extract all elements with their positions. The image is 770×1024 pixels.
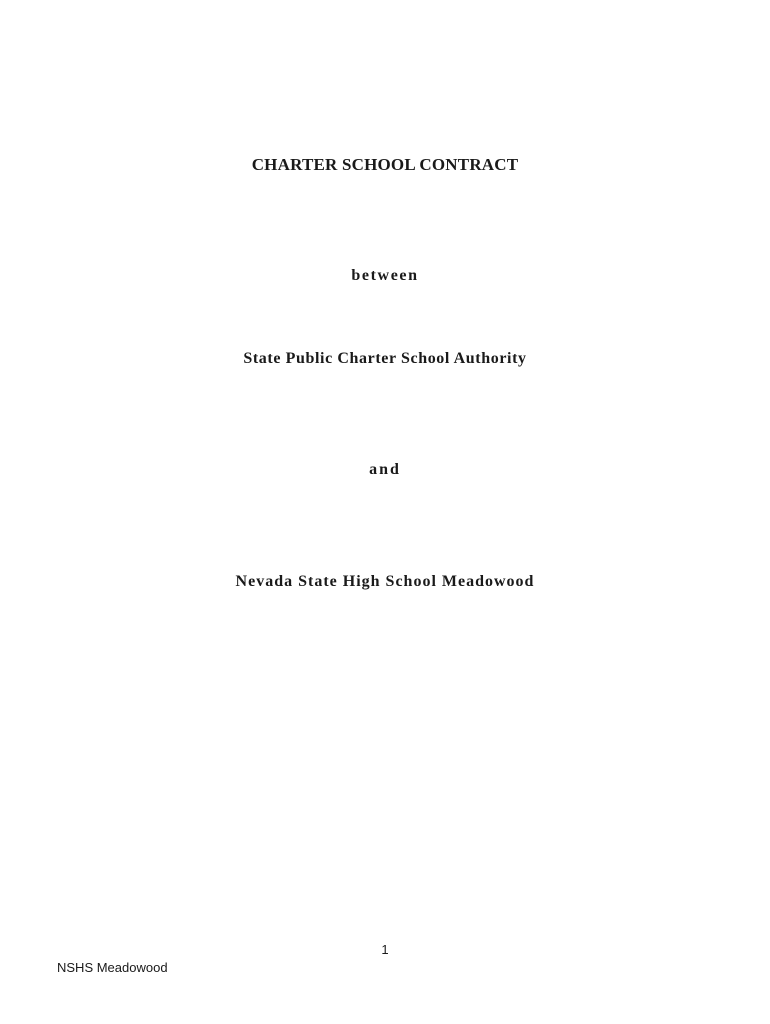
party-two-name: Nevada State High School Meadowood — [235, 573, 535, 590]
connector-and: and — [369, 461, 401, 478]
footer-text: NSHS Meadowood — [57, 960, 168, 975]
document-title: CHARTER SCHOOL CONTRACT — [251, 155, 519, 174]
connector-between: between — [351, 267, 419, 284]
party-one-name: State Public Charter School Authority — [243, 350, 527, 367]
page-number: 1 — [381, 942, 389, 957]
